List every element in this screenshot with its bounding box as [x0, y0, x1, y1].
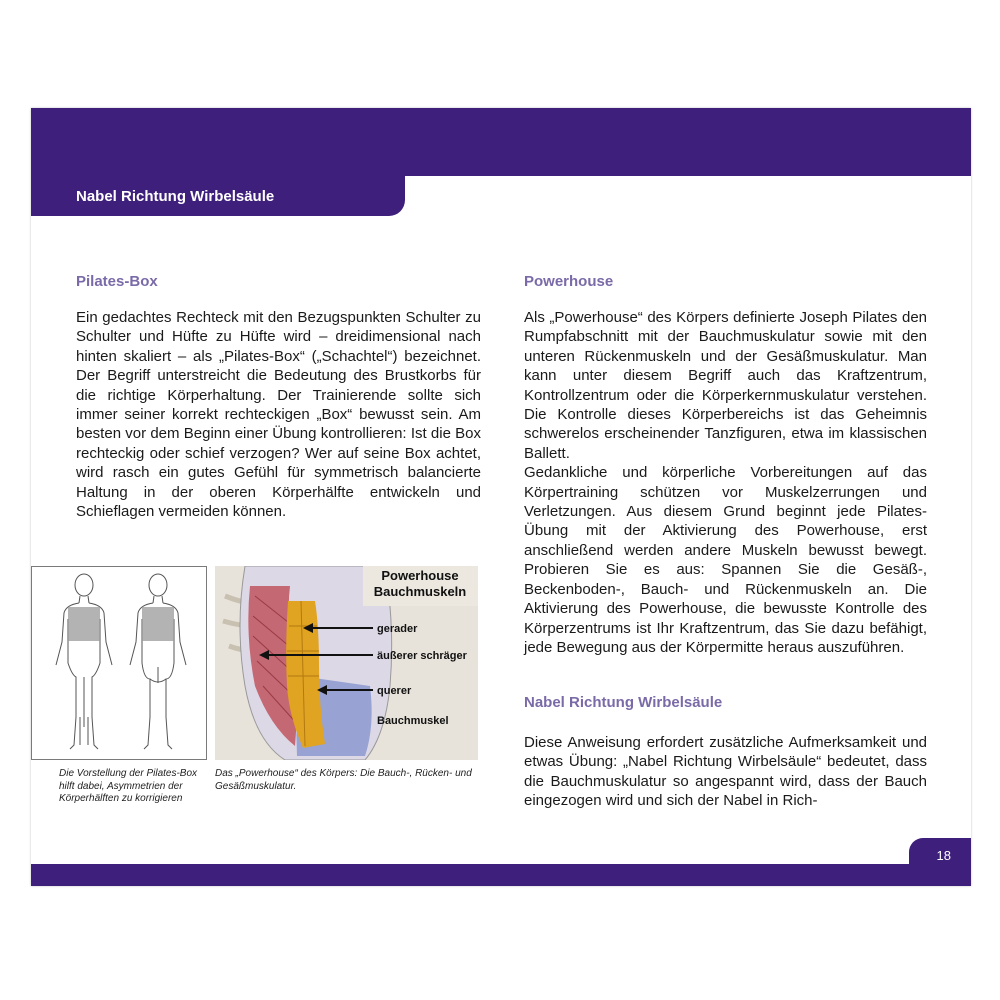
pilates-box-front — [68, 607, 100, 641]
muscle-title-line1: Powerhouse — [381, 568, 459, 583]
paragraph-nabel: Diese Anweisung erfordert zusätzliche Aufmerksamkeit und etwas Übung: „Nabel Richtung Wirbelsäule“ bedeutet, dass die Bauchmuskulatur so angespannt wird, dass der Bauch eingezogen wird und sich der Nabel in Rich- — [524, 734, 927, 810]
label-straight: gerader — [377, 623, 418, 635]
label-muscle: Bauchmuskel — [377, 715, 449, 727]
powerhouse-text — [524, 308, 927, 657]
paragraph-powerhouse-2: Gedankliche und körperliche Vorbereitungen auf das Körpertraining schützen vor Muskelzerrungen und Verletzungen. Aus diesem Grund beginnt jede Pilates-Übung mit der Aktivierung des Powerhouse, erst anschließend werden andere Muskeln bewusst bewegt. Probieren Sie es aus: Spannen Sie die Gesäß-, Beckenboden-, Bauch- und Rückenmuskeln an. Die Aktivierung des Powerhouse, die bewusste Kontrolle des Körperzentrums ist Ihr Kraftzentrum, das Sie dazu befähigt, jede Bewegung aus der Körpermitte heraus auszuführen. — [524, 464, 927, 656]
paragraph-pilates-box: Ein gedachtes Rechteck mit den Bezugspunkten Schulter zu Schulter und Hüfte zu Hüfte wird – dreidimensional nach hinten skaliert – als „Pilates-Box“ („Schachtel“) bezeichnet. Der Begriff unterstreicht die Bedeutung des Brustkorbs für die richtige Körperhaltung. Der Trainierende sollte sich immer seiner korrekt rechteckigen „Box“ bewusst sein. Am besten vor dem Beginn einer Übung kontrollieren: Ist die Box rechteckig oder schief verzogen? Wer auf seine Box achtet, wird rasch ein gutes Gefühl für symmetrisch balancierte Haltung in der oberen Körperhälfte entwickeln und Schieflagen vermeiden können. — [76, 309, 481, 521]
paragraph-powerhouse-1: Als „Powerhouse“ des Körpers definierte Joseph Pilates den Rumpfabschnitt mit der Bauchmuskulatur sowie mit den unteren Rückenmuskeln und der Gesäßmuskulatur. Man kann unter diesem Begriff auch das Kraftzentrum, Kontrollzentrum oder die Körperkernmuskulatur verstehen. Die Kontrolle dieses Körperbereichs ist das Geheimnis schwerelos erscheinender Tanzfiguren, etwa im klassischen Ballett. — [524, 309, 927, 462]
label-transverse: querer — [377, 685, 412, 697]
section-heading-pilates-box: Pilates-Box — [76, 273, 158, 290]
caption-powerhouse: Das „Powerhouse“ des Körpers: Die Bauch-, Rücken- und Gesäßmuskulatur. — [215, 768, 472, 792]
figure-powerhouse-muscles — [215, 566, 478, 760]
page-number-tab — [909, 838, 971, 868]
section-heading-powerhouse: Powerhouse — [524, 273, 614, 290]
header-band — [31, 108, 971, 176]
page-number: 18 — [936, 848, 951, 863]
book-page — [31, 108, 971, 886]
abdominal-muscles-illustration — [215, 566, 478, 760]
label-oblique: äußerer schräger — [377, 650, 467, 662]
pilates-box-back — [142, 607, 174, 641]
section-heading-nabel: Nabel Richtung Wirbelsäule — [524, 694, 723, 711]
figure-body-outline — [31, 566, 207, 760]
page-title: Nabel Richtung Wirbelsäule — [76, 188, 275, 205]
muscle-title-line2: Bauchmuskeln — [373, 584, 467, 599]
footer-band — [31, 864, 971, 886]
header-title-tab — [31, 176, 405, 216]
body-outline-illustration — [32, 567, 206, 759]
caption-body-outline: Die Vorstellung der Pilates-Box hilft dabei, Asymmetrien der Körperhälften zu korrigieren — [59, 768, 198, 804]
